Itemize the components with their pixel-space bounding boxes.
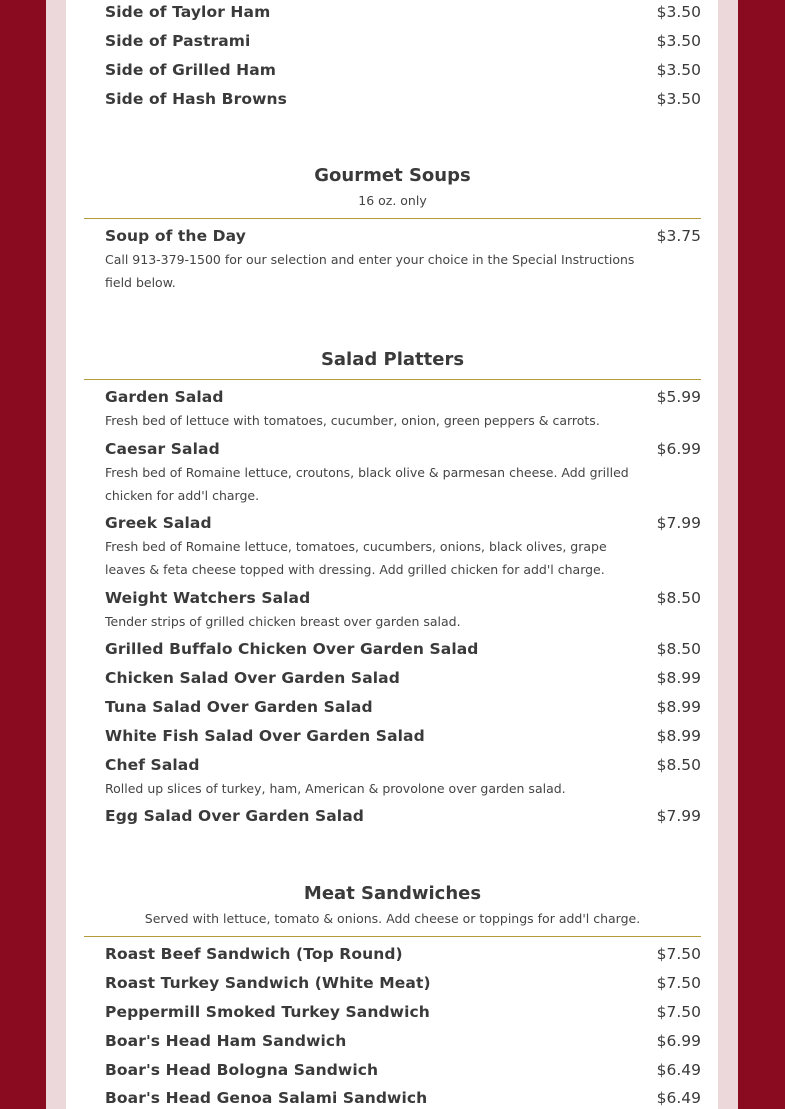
section-title-salads: Salad Platters: [320, 349, 465, 370]
menu-item-description: Fresh bed of lettuce with tomatoes, cucumber, onion, green peppers & carrots.: [105, 413, 600, 428]
menu-item-price: $3.75: [656, 227, 701, 245]
menu-item-name: Side of Taylor Ham: [105, 3, 271, 21]
menu-item-name: Peppermill Smoked Turkey Sandwich: [105, 1003, 430, 1021]
menu-item-name: White Fish Salad Over Garden Salad: [105, 727, 425, 745]
menu-page: [66, 0, 718, 1109]
menu-item-price: $7.99: [656, 514, 701, 532]
menu-item-price: $8.50: [656, 640, 701, 658]
menu-item-price: $8.99: [656, 669, 701, 687]
menu-item-price: $6.49: [656, 1061, 701, 1079]
menu-item-description: Fresh bed of Romaine lettuce, tomatoes, cucumbers, onions, black olives, grape leaves & feta cheese topped with dressing. Add grilled chicken for add'l charge.: [105, 539, 607, 577]
menu-item-price: $7.99: [656, 807, 701, 825]
menu-item-description: Call 913-379-1500 for our selection and enter your choice in the Special Instructions field below.: [105, 252, 635, 290]
menu-item-name: Chicken Salad Over Garden Salad: [105, 669, 400, 687]
menu-item-price: $5.99: [656, 388, 701, 406]
section-title-sandwiches: Meat Sandwiches: [303, 883, 482, 904]
section-title-soups: Gourmet Soups: [314, 165, 471, 186]
menu-item-price: $3.50: [656, 32, 701, 50]
section-divider: [84, 936, 701, 937]
menu-item-name: Egg Salad Over Garden Salad: [105, 807, 364, 825]
menu-item-price: $8.50: [656, 589, 701, 607]
menu-item-price: $8.99: [656, 727, 701, 745]
menu-item-description: Fresh bed of Romaine lettuce, croutons, black olive & parmesan cheese. Add grilled chicken for add'l charge.: [105, 465, 629, 503]
menu-item-name: Tuna Salad Over Garden Salad: [105, 698, 373, 716]
menu-item-name: Soup of the Day: [105, 227, 246, 245]
menu-item-price: $7.50: [656, 974, 701, 992]
menu-item-name: Grilled Buffalo Chicken Over Garden Salad: [105, 640, 479, 658]
menu-item-name: Side of Grilled Ham: [105, 61, 277, 79]
menu-item-name: Boar's Head Bologna Sandwich: [105, 1061, 379, 1079]
menu-item-name: Greek Salad: [105, 514, 212, 532]
menu-item-name: Side of Pastrami: [105, 32, 251, 50]
section-divider: [84, 218, 701, 219]
menu-item-name: Roast Turkey Sandwich (White Meat): [105, 974, 431, 992]
menu-item-price: $3.50: [656, 90, 701, 108]
menu-item-price: $3.50: [656, 3, 701, 21]
menu-item-name: Boar's Head Ham Sandwich: [105, 1032, 347, 1050]
menu-item-name: Caesar Salad: [105, 440, 220, 458]
menu-item-price: $8.99: [656, 698, 701, 716]
menu-item-price: $7.50: [656, 1003, 701, 1021]
menu-item-name: Boar's Head Genoa Salami Sandwich: [105, 1089, 428, 1107]
menu-item-name: Roast Beef Sandwich (Top Round): [105, 945, 403, 963]
menu-item-description: Rolled up slices of turkey, ham, American & provolone over garden salad.: [105, 781, 566, 796]
menu-item-price: $8.50: [656, 756, 701, 774]
section-subtitle-sandwiches: Served with lettuce, tomato & onions. Add cheese or toppings for add'l charge.: [144, 911, 641, 926]
section-divider: [84, 379, 701, 380]
menu-item-price: $7.50: [656, 945, 701, 963]
menu-item-price: $3.50: [656, 61, 701, 79]
menu-item-name: Side of Hash Browns: [105, 90, 287, 108]
menu-item-name: Weight Watchers Salad: [105, 589, 311, 607]
menu-item-name: Chef Salad: [105, 756, 200, 774]
menu-item-description: Tender strips of grilled chicken breast over garden salad.: [105, 614, 461, 629]
menu-item-price: $6.49: [656, 1089, 701, 1107]
menu-item-price: $6.99: [656, 440, 701, 458]
section-subtitle-soups: 16 oz. only: [358, 193, 427, 208]
menu-item-price: $6.99: [656, 1032, 701, 1050]
menu-item-name: Garden Salad: [105, 388, 224, 406]
